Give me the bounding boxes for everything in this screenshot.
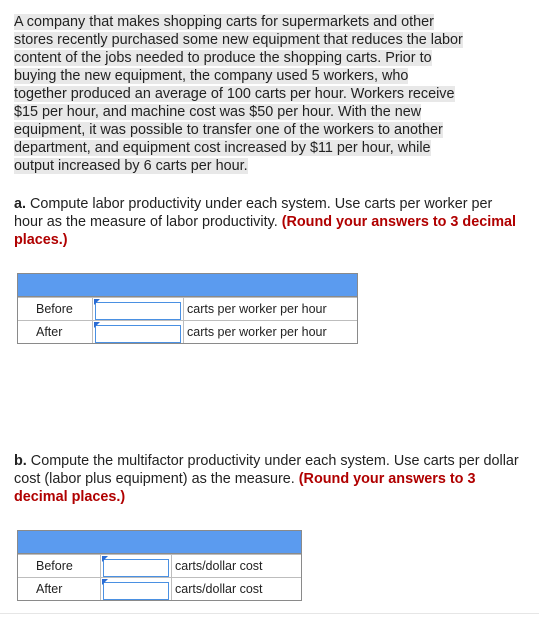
unit-label: carts per worker per hour: [187, 302, 327, 316]
table-row: [18, 577, 301, 600]
problem-line: equipment, it was possible to transfer one of the workers to another: [14, 122, 443, 138]
answer-cell: [93, 321, 184, 343]
row-label: After: [18, 321, 93, 343]
flag-icon: [102, 579, 108, 585]
flag-icon: [94, 322, 100, 328]
labor-productivity-before-input[interactable]: [95, 302, 181, 320]
answer-cell: [101, 578, 172, 600]
problem-line: stores recently purchased some new equipment that reduces the labor: [14, 32, 463, 48]
row-label: Before: [18, 555, 101, 577]
problem-line: A company that makes shopping carts for supermarkets and other: [14, 14, 434, 30]
unit-label: carts/dollar cost: [175, 559, 263, 573]
problem-line: department, and equipment cost increased by $11 per hour, while: [14, 140, 431, 156]
table-header: [18, 531, 301, 554]
multifactor-productivity-before-input[interactable]: [103, 559, 169, 577]
part-b-table: [17, 530, 302, 601]
answer-cell: [93, 298, 184, 320]
part-a-note: (Round your answers to 3 decimal places.): [14, 214, 517, 248]
part-b-label: b.: [14, 453, 27, 469]
problem-line: buying the new equipment, the company used 5 workers, who: [14, 68, 409, 84]
divider: [0, 613, 539, 614]
table-row: [18, 320, 357, 343]
flag-icon: [102, 556, 108, 562]
table-row: [18, 554, 301, 577]
part-a-question: [14, 195, 524, 249]
part-a-text: Compute labor productivity under each system. Use carts per worker per hour as the measure of labor productivity.: [14, 196, 493, 230]
problem-line: output increased by 6 carts per hour.: [14, 158, 248, 174]
table-header: [18, 274, 357, 297]
part-a-table: [17, 273, 358, 344]
flag-icon: [94, 299, 100, 305]
part-b-question: [14, 452, 524, 506]
answer-cell: [101, 555, 172, 577]
problem-line: content of the jobs needed to produce the shopping carts. Prior to: [14, 50, 432, 66]
row-label: After: [18, 578, 101, 600]
part-b-text: Compute the multifactor productivity under each system. Use carts per dollar cost (labor plus equipment) as the measure.: [14, 453, 519, 487]
part-a-label: a.: [14, 196, 27, 212]
problem-line: together produced an average of 100 carts per hour. Workers receive: [14, 86, 455, 102]
table-row: [18, 297, 357, 320]
unit-label: carts per worker per hour: [187, 325, 327, 339]
problem-statement: [14, 13, 514, 175]
problem-line: $15 per hour, and machine cost was $50 per hour. With the new: [14, 104, 422, 120]
unit-label: carts/dollar cost: [175, 582, 263, 596]
row-label: Before: [18, 298, 93, 320]
multifactor-productivity-after-input[interactable]: [103, 582, 169, 600]
part-b-note: (Round your answers to 3 decimal places.): [14, 471, 476, 505]
labor-productivity-after-input[interactable]: [95, 325, 181, 343]
